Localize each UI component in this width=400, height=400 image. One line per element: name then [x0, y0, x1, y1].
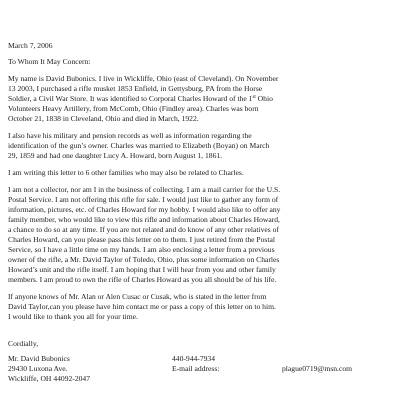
p1-day: 13 [8, 84, 16, 93]
p4-line-5: a chance to do so at any time. If you are not related and do know of any other relatives of [8, 225, 279, 234]
p4-line-3: information, pictures, etc. of Charles Howard for my hobby. I would also like to offer any [8, 205, 281, 214]
p5-line-3: I would like to thank you all for your time. [8, 312, 138, 321]
p1-line-5: October 21, 1838 in Cleveland, Ohio and died in March, 1922. [8, 114, 199, 123]
p2-line-2: identification of the gun’s owner. Charles was married to Elizabeth (Boyan) on March [8, 141, 270, 150]
p5-line-2: David Taylor,can you please have him contact me or pass a copy of this letter on to him. [8, 302, 276, 311]
p4-line-7: Service, so I have a little time on my hands. I am also enclosing a letter from a previous [8, 245, 275, 254]
p4-line-2: Postal Service. I am not offering this rifle for sale. I would just like to gather any form of [8, 195, 279, 204]
p2-line-3: 29, 1859 and had one daughter Lucy A. Howard, born August 1, 1861. [8, 151, 223, 160]
salutation: To Whom It May Concern: [8, 57, 91, 66]
p1-line-3-text: Soldier, a Civil War Store. It was identified to Corporal Charles Howard of the 1 [8, 94, 253, 103]
p4-line-6: Charles Howard, can you please pass this letter on to them. I just retired from the Postal [8, 235, 275, 244]
p4-line-10: members. I am proud to own the rifle of Charles Howard as you all should be of his life. [8, 275, 277, 284]
p1-line-2-rest: 2003, I purchased a rifle musket 1853 Enfield, in Gettysburg, PA from the Horse [17, 84, 263, 93]
p2-line-1: I also have his military and pension records as well as information regarding the [8, 131, 252, 140]
closing: Cordially, [8, 339, 39, 348]
ordinal-suffix: st [252, 95, 256, 100]
p1-line-3 [8, 94, 394, 103]
p3-line-1: I am writing this letter to 6 other families who may also be related to Charles. [8, 168, 244, 177]
sender-street: 29430 Luxona Ave. [8, 364, 68, 373]
p1-line-4: Volunteers Heavy Artillery, from McComb, Ohio (Findley area). Charles was born [8, 104, 259, 113]
sender-email: plague0719@msn.com [282, 364, 353, 373]
sender-city: Wickliffe, OH 44092-2047 [8, 374, 91, 383]
p4-line-4: family member, who would like to view this rifle and information about Charles Howard, [8, 215, 280, 224]
p4-line-8: owner of the rifle, a Mr. David Taylor of Toledo, Ohio, plus some information on Charles [8, 255, 280, 264]
email-label: E-mail address: [172, 364, 220, 373]
p1-line-1: My name is David Bubonics. I live in Wickliffe, Ohio (east of Cleveland). On November [8, 74, 279, 83]
sender-phone: 440-944-7934 [172, 354, 216, 363]
letter-date: March 7, 2006 [8, 41, 53, 50]
p5-line-1: If anyone knows of Mr. Alan or Alen Cusac or Cusak, who is stated in the letter from [8, 292, 267, 301]
p4-line-9: Howard’s unit and the rifle itself. I am hoping that I will hear from you and other family [8, 265, 276, 274]
sender-name: Mr. David Bubonics [8, 354, 70, 363]
p1-line-3-end: Ohio [255, 94, 273, 103]
p1-line-2 [8, 84, 394, 93]
p4-line-1: I am not a collector, nor am I in the business of collecting. I am a mail carrier for the U.S. [8, 185, 281, 194]
